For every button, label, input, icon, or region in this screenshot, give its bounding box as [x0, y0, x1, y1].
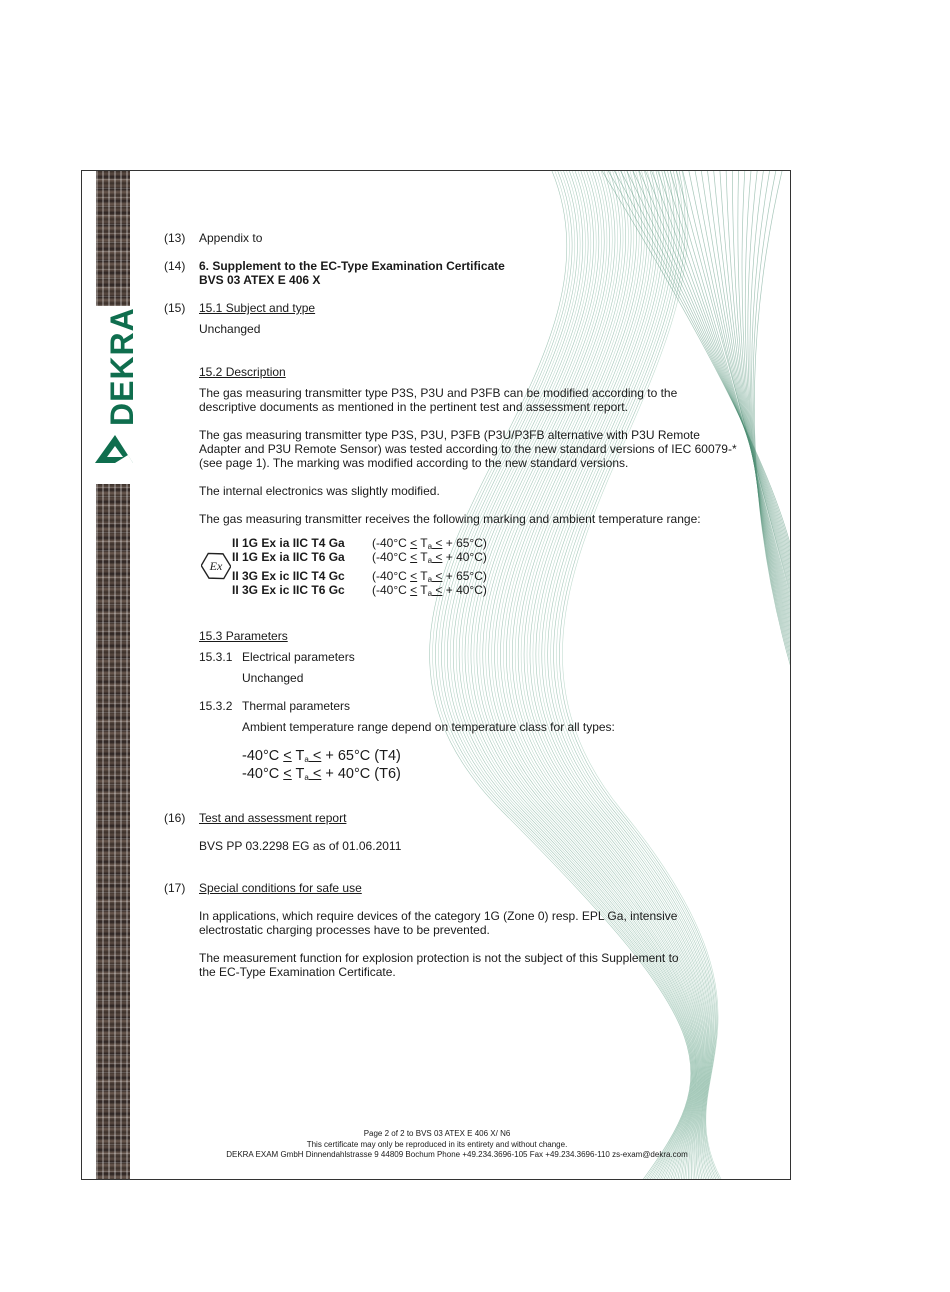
footer-reproduction-note: This certificate may only be reproduced in its entirety and without change.: [306, 1140, 568, 1149]
description-heading: 15.2 Description: [199, 365, 286, 379]
section-16-number: (16): [164, 811, 186, 825]
certificate-page: [81, 170, 791, 1180]
supplement-title: 6. Supplement to the EC-Type Examination Certificate: [199, 259, 505, 273]
marking-code-1: II 1G Ex ia IIC T4 Ga: [232, 536, 345, 550]
marking-temp-2: ($-40^\circ C < T_a$ < + 40°C): [372, 550, 487, 565]
test-report-text: BVS PP 03.2298 EG as of 01.06.2011: [199, 839, 402, 853]
test-report-heading: Test and assessment report: [199, 811, 347, 825]
svg-text:Ex: Ex: [209, 559, 223, 573]
footer-page-info: Page 2 of 2 to BVS 03 ATEX E 406 X/ N6: [363, 1129, 511, 1138]
section-14-number: (14): [164, 259, 186, 273]
parameters-heading: 15.3 Parameters: [199, 629, 288, 643]
marking-temp-1: ($-40^\circ C < T_a$ < + 65°C): [372, 536, 487, 551]
description-p2-line1: The gas measuring transmitter type P3S, P3U, P3FB (P3U/P3FB alternative with P3U Remote: [199, 428, 700, 442]
subject-type-text: Unchanged: [199, 322, 261, 336]
section-13-text: Appendix to: [199, 231, 263, 245]
thermal-title: Thermal parameters: [242, 699, 351, 713]
thermal-text: Ambient temperature range depend on temperature class for all types:: [242, 720, 615, 734]
electrical-number: 15.3.1: [199, 650, 233, 664]
dekra-logo: DEKRA: [104, 307, 140, 426]
section-15-number: (15): [164, 301, 186, 315]
section-17-number: (17): [164, 881, 186, 895]
thermal-range-t6: $-40^\circ C < T_a$ < + 40°C (T6): [242, 766, 401, 782]
special-conditions-p1-line2: electrostatic charging processes have to be prevented.: [199, 923, 490, 937]
marking-code-4: II 3G Ex ic IIC T6 Gc: [232, 583, 345, 597]
special-conditions-p1-line1: In applications, which require devices of the category 1G (Zone 0) resp. EPL Ga, intensive: [199, 909, 678, 923]
description-p4: The gas measuring transmitter receives the following marking and ambient temperature range:: [199, 512, 701, 526]
subject-type-heading: 15.1 Subject and type: [199, 301, 316, 315]
thermal-range-t4: $-40^\circ C < T_a$ < + 65°C (T4): [242, 748, 401, 764]
certificate-number: BVS 03 ATEX E 406 X: [199, 273, 321, 287]
special-conditions-p2-line1: The measurement function for explosion protection is not the subject of this Supplement to: [199, 951, 679, 965]
marking-code-3: II 3G Ex ic IIC T4 Gc: [232, 569, 345, 583]
ex-hexagon-icon: [201, 551, 231, 581]
marking-code-2: II 1G Ex ia IIC T6 Ga: [232, 550, 345, 564]
section-13-number: (13): [164, 231, 186, 245]
thermal-number: 15.3.2: [199, 699, 233, 713]
electrical-text: Unchanged: [242, 671, 304, 685]
electrical-title: Electrical parameters: [242, 650, 355, 664]
marking-temp-3: ($-40^\circ C < T_a$ < + 65°C): [372, 569, 487, 584]
special-conditions-heading: Special conditions for safe use: [199, 881, 362, 895]
description-p3: The internal electronics was slightly modified.: [199, 484, 440, 498]
description-p2-line3: (see page 1). The marking was modified according to the new standard versions.: [199, 456, 629, 470]
description-p1-line2: descriptive documents as mentioned in the pertinent test and assessment report.: [199, 400, 628, 414]
marking-temp-4: ($-40^\circ C < T_a$ < + 40°C): [372, 583, 487, 598]
footer-contact: DEKRA EXAM GmbH Dinnendahlstrasse 9 44809 Bochum Phone +49.234.3696-105 Fax +49.234.3696-110 zs-exam@dekra.com: [226, 1150, 688, 1159]
description-p2-line2: Adapter and P3U Remote Sensor) was tested according to the new standard versions of IEC 60079-*: [199, 442, 737, 456]
description-p1-line1: The gas measuring transmitter type P3S, P3U and P3FB can be modified according to the: [199, 386, 678, 400]
special-conditions-p2-line2: the EC-Type Examination Certificate.: [199, 965, 396, 979]
